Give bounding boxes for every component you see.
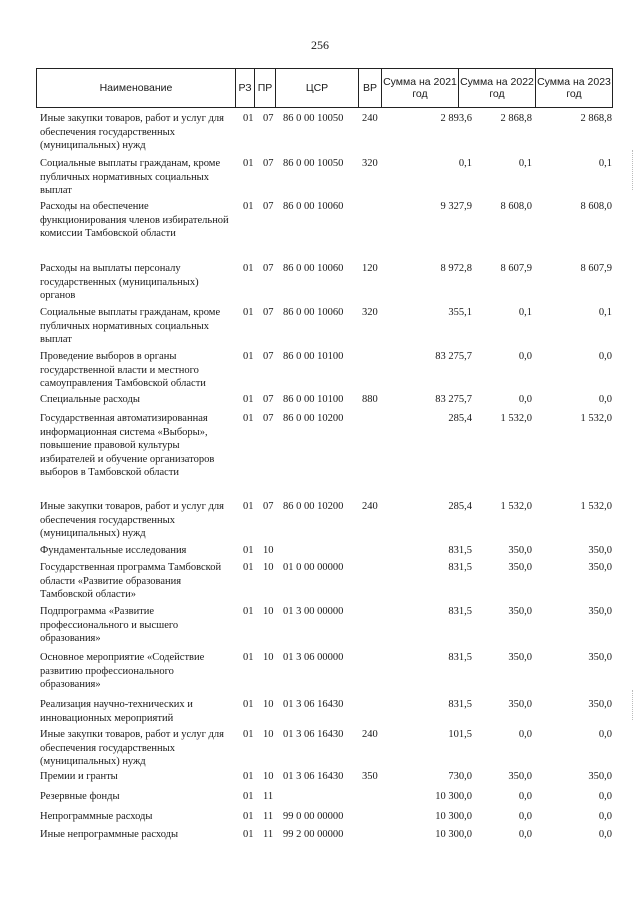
cell-sum-2023: 8 608,0: [580, 201, 612, 212]
cell-sum-2022: 2 868,8: [500, 113, 532, 124]
cell-rz: 01: [243, 699, 254, 710]
cell-sum-2023: 350,0: [588, 545, 612, 556]
cell-vr: 240: [362, 501, 378, 512]
cell-sum-2022: 0,0: [518, 394, 532, 405]
cell-vr: 880: [362, 394, 378, 405]
cell-sum-2022: 0,0: [518, 791, 532, 802]
cell-sum-2021: 831,5: [448, 545, 472, 556]
cell-sum-2022: 0,0: [518, 811, 532, 822]
cell-pr: 07: [263, 501, 274, 512]
header-sum-2022: Сумма на 2022 год: [458, 68, 536, 108]
cell-sum-2023: 0,0: [598, 829, 612, 840]
cell-sum-2023: 350,0: [588, 606, 612, 617]
cell-rz: 01: [243, 413, 254, 424]
cell-sum-2022: 350,0: [508, 652, 532, 663]
cell-csr: 01 3 06 16430: [283, 771, 344, 782]
cell-csr: 99 0 00 00000: [283, 811, 344, 822]
cell-rz: 01: [243, 263, 254, 274]
header-pr: ПР: [254, 68, 276, 108]
cell-sum-2021: 9 327,9: [440, 201, 472, 212]
cell-sum-2021: 10 300,0: [435, 829, 472, 840]
cell-sum-2022: 350,0: [508, 771, 532, 782]
cell-rz: 01: [243, 501, 254, 512]
cell-sum-2022: 350,0: [508, 699, 532, 710]
cell-sum-2021: 730,0: [448, 771, 472, 782]
cell-csr: 86 0 00 10200: [283, 501, 344, 512]
cell-csr: 01 3 06 00000: [283, 652, 344, 663]
cell-pr: 10: [263, 562, 274, 573]
cell-name: Специальные расходы: [40, 394, 140, 405]
cell-sum-2023: 0,0: [598, 729, 612, 740]
cell-pr: 11: [263, 791, 274, 802]
page-number: 256: [311, 38, 329, 52]
cell-sum-2021: 83 275,7: [435, 394, 472, 405]
cell-sum-2022: 8 608,0: [500, 201, 532, 212]
cell-sum-2021: 831,5: [448, 652, 472, 663]
cell-csr: 01 0 00 00000: [283, 562, 344, 573]
cell-vr: 120: [362, 263, 378, 274]
header-vr: ВР: [358, 68, 382, 108]
cell-sum-2023: 0,1: [598, 307, 612, 318]
cell-sum-2022: 8 607,9: [500, 263, 532, 274]
cell-sum-2022: 350,0: [508, 545, 532, 556]
cell-sum-2023: 8 607,9: [580, 263, 612, 274]
cell-name: Иные закупки товаров, работ и услуг для обеспечения государственных (муниципальных) нужд: [40, 501, 224, 539]
header-rz: РЗ: [235, 68, 255, 108]
cell-sum-2021: 8 972,8: [440, 263, 472, 274]
cell-rz: 01: [243, 394, 254, 405]
cell-vr: 240: [362, 729, 378, 740]
cell-csr: 86 0 00 10060: [283, 201, 344, 212]
cell-sum-2023: 2 868,8: [580, 113, 612, 124]
cell-vr: 240: [362, 113, 378, 124]
cell-name: Непрограммные расходы: [40, 811, 153, 822]
cell-sum-2022: 0,0: [518, 829, 532, 840]
cell-vr: 350: [362, 771, 378, 782]
cell-sum-2021: 831,5: [448, 606, 472, 617]
cell-csr: 86 0 00 10050: [283, 113, 344, 124]
cell-csr: 86 0 00 10100: [283, 394, 344, 405]
cell-name: Иные непрограммные расходы: [40, 829, 179, 840]
cell-sum-2021: 10 300,0: [435, 791, 472, 802]
cell-pr: 10: [263, 699, 274, 710]
cell-name: Резервные фонды: [40, 791, 120, 802]
cell-sum-2023: 350,0: [588, 699, 612, 710]
cell-sum-2021: 10 300,0: [435, 811, 472, 822]
cell-rz: 01: [243, 829, 254, 840]
cell-csr: 86 0 00 10100: [283, 351, 344, 362]
cell-rz: 01: [243, 811, 254, 822]
cell-sum-2021: 101,5: [448, 729, 472, 740]
cell-sum-2021: 285,4: [448, 501, 472, 512]
cell-pr: 10: [263, 652, 274, 663]
cell-rz: 01: [243, 545, 254, 556]
cell-sum-2022: 0,1: [518, 307, 532, 318]
cell-pr: 07: [263, 351, 274, 362]
cell-vr: 320: [362, 307, 378, 318]
cell-sum-2021: 831,5: [448, 699, 472, 710]
cell-name: Социальные выплаты гражданам, кроме публичных нормативных социальных выплат: [40, 158, 221, 196]
cell-csr: 86 0 00 10060: [283, 263, 344, 274]
cell-sum-2021: 0,1: [458, 158, 472, 169]
cell-sum-2022: 0,0: [518, 729, 532, 740]
cell-sum-2021: 285,4: [448, 413, 472, 424]
cell-pr: 11: [263, 829, 274, 840]
cell-rz: 01: [243, 652, 254, 663]
cell-sum-2021: 2 893,6: [440, 113, 472, 124]
cell-rz: 01: [243, 201, 254, 212]
cell-csr: 01 3 00 00000: [283, 606, 344, 617]
cell-name: Премии и гранты: [40, 771, 118, 782]
margin-mark: [632, 150, 634, 190]
cell-pr: 11: [263, 811, 274, 822]
cell-name: Основное мероприятие «Содействие развитию профессионального образования»: [40, 652, 205, 690]
cell-pr: 10: [263, 771, 274, 782]
cell-name: Иные закупки товаров, работ и услуг для обеспечения государственных (муниципальных) нужд: [40, 113, 224, 151]
cell-rz: 01: [243, 791, 254, 802]
cell-name: Фундаментальные исследования: [40, 545, 187, 556]
cell-sum-2021: 355,1: [448, 307, 472, 318]
cell-rz: 01: [243, 158, 254, 169]
cell-pr: 10: [263, 606, 274, 617]
header-name: Наименование: [36, 68, 236, 108]
cell-sum-2023: 1 532,0: [580, 501, 612, 512]
cell-pr: 07: [263, 113, 274, 124]
cell-rz: 01: [243, 351, 254, 362]
cell-csr: 01 3 06 16430: [283, 699, 344, 710]
cell-vr: 320: [362, 158, 378, 169]
cell-csr: 86 0 00 10060: [283, 307, 344, 318]
cell-sum-2022: 350,0: [508, 606, 532, 617]
header-csr: ЦСР: [275, 68, 359, 108]
cell-sum-2023: 350,0: [588, 562, 612, 573]
cell-csr: 01 3 06 16430: [283, 729, 344, 740]
cell-name: Государственная автоматизированная информационная система «Выборы», повышение правовой культуры избирателей и обучение организаторов выборов в Тамбовской области: [40, 413, 215, 478]
cell-sum-2023: 0,0: [598, 791, 612, 802]
cell-csr: 86 0 00 10050: [283, 158, 344, 169]
cell-rz: 01: [243, 729, 254, 740]
cell-sum-2023: 350,0: [588, 652, 612, 663]
cell-csr: 99 2 00 00000: [283, 829, 344, 840]
cell-pr: 10: [263, 545, 274, 556]
cell-sum-2021: 83 275,7: [435, 351, 472, 362]
cell-name: Социальные выплаты гражданам, кроме публичных нормативных социальных выплат: [40, 307, 221, 345]
cell-name: Государственная программа Тамбовской области «Развитие образования Тамбовской области»: [40, 562, 222, 600]
cell-sum-2023: 0,0: [598, 351, 612, 362]
cell-name: Проведение выборов в органы государственной власти и местного самоуправления Тамбовской области: [40, 351, 206, 389]
margin-mark: [632, 690, 634, 720]
cell-pr: 07: [263, 263, 274, 274]
cell-csr: 86 0 00 10200: [283, 413, 344, 424]
cell-name: Расходы на выплаты персоналу государственных (муниципальных) органов: [40, 263, 199, 301]
cell-pr: 07: [263, 158, 274, 169]
cell-name: Расходы на обеспечение функционирования членов избирательной комиссии Тамбовской области: [40, 201, 229, 239]
cell-pr: 07: [263, 201, 274, 212]
cell-rz: 01: [243, 562, 254, 573]
cell-sum-2023: 0,0: [598, 811, 612, 822]
cell-sum-2023: 1 532,0: [580, 413, 612, 424]
cell-sum-2023: 350,0: [588, 771, 612, 782]
cell-sum-2023: 0,0: [598, 394, 612, 405]
cell-rz: 01: [243, 307, 254, 318]
cell-sum-2022: 0,0: [518, 351, 532, 362]
cell-sum-2022: 1 532,0: [500, 413, 532, 424]
header-sum-2023: Сумма на 2023 год: [535, 68, 613, 108]
cell-sum-2021: 831,5: [448, 562, 472, 573]
cell-name: Реализация научно-технических и инновационных мероприятий: [40, 699, 193, 724]
header-sum-2021: Сумма на 2021 год: [381, 68, 459, 108]
cell-rz: 01: [243, 113, 254, 124]
cell-name: Иные закупки товаров, работ и услуг для обеспечения государственных (муниципальных) нужд: [40, 729, 224, 767]
cell-pr: 07: [263, 394, 274, 405]
cell-pr: 07: [263, 413, 274, 424]
cell-sum-2022: 1 532,0: [500, 501, 532, 512]
cell-rz: 01: [243, 606, 254, 617]
cell-rz: 01: [243, 771, 254, 782]
cell-pr: 07: [263, 307, 274, 318]
cell-name: Подпрограмма «Развитие профессионального и высшего образования»: [40, 606, 179, 644]
cell-sum-2022: 0,1: [518, 158, 532, 169]
cell-sum-2023: 0,1: [598, 158, 612, 169]
cell-sum-2022: 350,0: [508, 562, 532, 573]
cell-pr: 10: [263, 729, 274, 740]
